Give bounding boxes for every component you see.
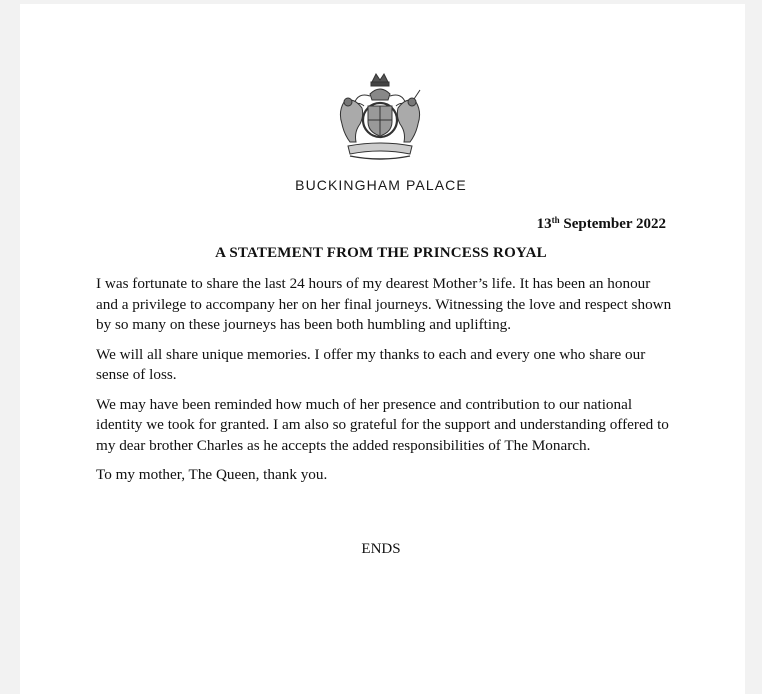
date-day: 13	[536, 216, 552, 232]
paragraph: To my mother, The Queen, thank you.	[96, 466, 328, 483]
paragraph: I was fortunate to share the last 24 hours of my dearest Mother’s life. It has been an honour and a privilege to accompany her on her final journeys. Witnessing the love and respect shown by so many on these journeys has been both humbling and uplifting.	[96, 275, 672, 333]
office-name: BUCKINGHAM PALACE	[295, 177, 467, 193]
statement-date	[537, 215, 666, 233]
date-month-year: September 2022	[563, 216, 666, 232]
royal-coat-of-arms-icon	[330, 72, 430, 164]
statement-title: A STATEMENT FROM THE PRINCESS ROYAL	[215, 245, 547, 261]
paragraph: We may have been reminded how much of her presence and contribution to our national identity we took for granted. I am also so grateful for the support and understanding offered to my dear brother Charles as he accepts the added responsibilities of The Monarch.	[96, 395, 669, 454]
statement-body	[96, 274, 676, 495]
date-ordinal-suffix: th	[551, 215, 560, 225]
paragraph: We will all share unique memories. I offer my thanks to each and every one who share our sense of loss.	[96, 345, 646, 383]
closing-mark: ENDS	[361, 541, 401, 557]
